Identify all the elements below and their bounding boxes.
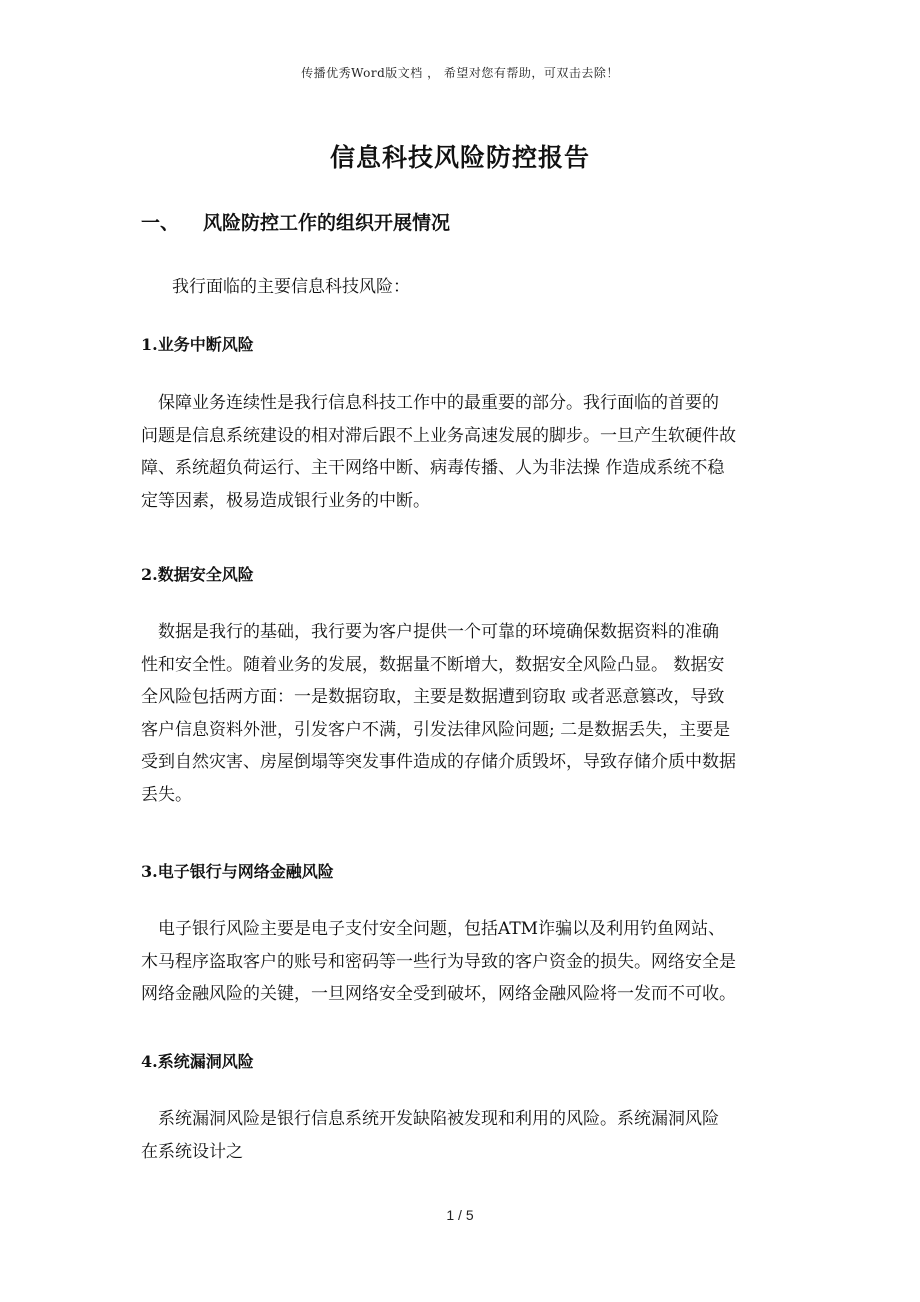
paragraph-line: 电子银行风险主要是电子支付安全问题，包括ATM诈骗以及利用钓鱼网站、 (141, 919, 726, 939)
paragraph-line: 障、系统超负荷运行、主干网络中断、病毒传播、人为非法操 作造成系统不稳 (141, 458, 725, 478)
section-heading-text: 风险防控工作的组织开展情况 (203, 212, 451, 234)
risk-paragraph (141, 387, 783, 517)
page-indicator: 1 / 5 (446, 1207, 474, 1223)
risk-paragraph (141, 616, 783, 811)
paragraph-line: 网络金融风险的关键，一旦网络安全受到破坏，网络金融风险将一发而不可收。 (141, 984, 736, 1004)
intro-text: 我行面临的主要信息科技风险： (172, 277, 410, 297)
document-title: 信息科技风险防控报告 (329, 143, 590, 172)
risk-heading: 4.系统漏洞风险 (141, 1052, 254, 1071)
paragraph-line: 定等因素，极易造成银行业务的中断。 (141, 490, 430, 511)
paragraph-line: 系统漏洞风险是银行信息系统开发缺陷被发现和利用的风险。系统漏洞风险 (141, 1109, 719, 1129)
paragraph-line: 丢失。 (141, 784, 192, 805)
paragraph-line: 在系统设计之 (141, 1141, 243, 1162)
risk-heading: 3.电子银行与网络金融风险 (141, 862, 334, 881)
paragraph-line: 受到自然灾害、房屋倒塌等突发事件造成的存储介质毁坏，导致存储介质中数据 (141, 752, 736, 772)
section-heading (141, 208, 450, 235)
paragraph-line: 保障业务连续性是我行信息科技工作中的最重要的部分。我行面临的首要的 (141, 393, 719, 413)
risk-paragraph (141, 1103, 783, 1168)
risk-heading: 2.数据安全风险 (141, 565, 254, 584)
risk-heading: 1.业务中断风险 (141, 335, 254, 354)
section-number: 一、 (141, 212, 180, 234)
risk-paragraph (141, 913, 783, 1011)
paragraph-line: 问题是信息系统建设的相对滞后跟不上业务高速发展的脚步。一旦产生软硬件故 (141, 425, 736, 446)
paragraph-line: 数据是我行的基础，我行要为客户提供一个可靠的环境确保数据资料的准确 (141, 622, 719, 642)
paragraph-line: 木马程序盗取客户的账号和密码等一些行为导致的客户资金的损失。网络安全是 (141, 951, 736, 972)
paragraph-line: 性和安全性。随着业务的发展，数据量不断增大，数据安全风险凸显。 数据安 (141, 654, 725, 675)
paragraph-line: 全风险包括两方面：一是数据窃取，主要是数据遭到窃取 或者恶意篡改，导致 (141, 687, 725, 707)
header-note: 传播优秀Word版文档 ， 希望对您有帮助，可双击去除！ (301, 66, 619, 80)
paragraph-line: 客户信息资料外泄，引发客户不满，引发法律风险问题; 二是数据丢失，主要是 (141, 719, 731, 740)
